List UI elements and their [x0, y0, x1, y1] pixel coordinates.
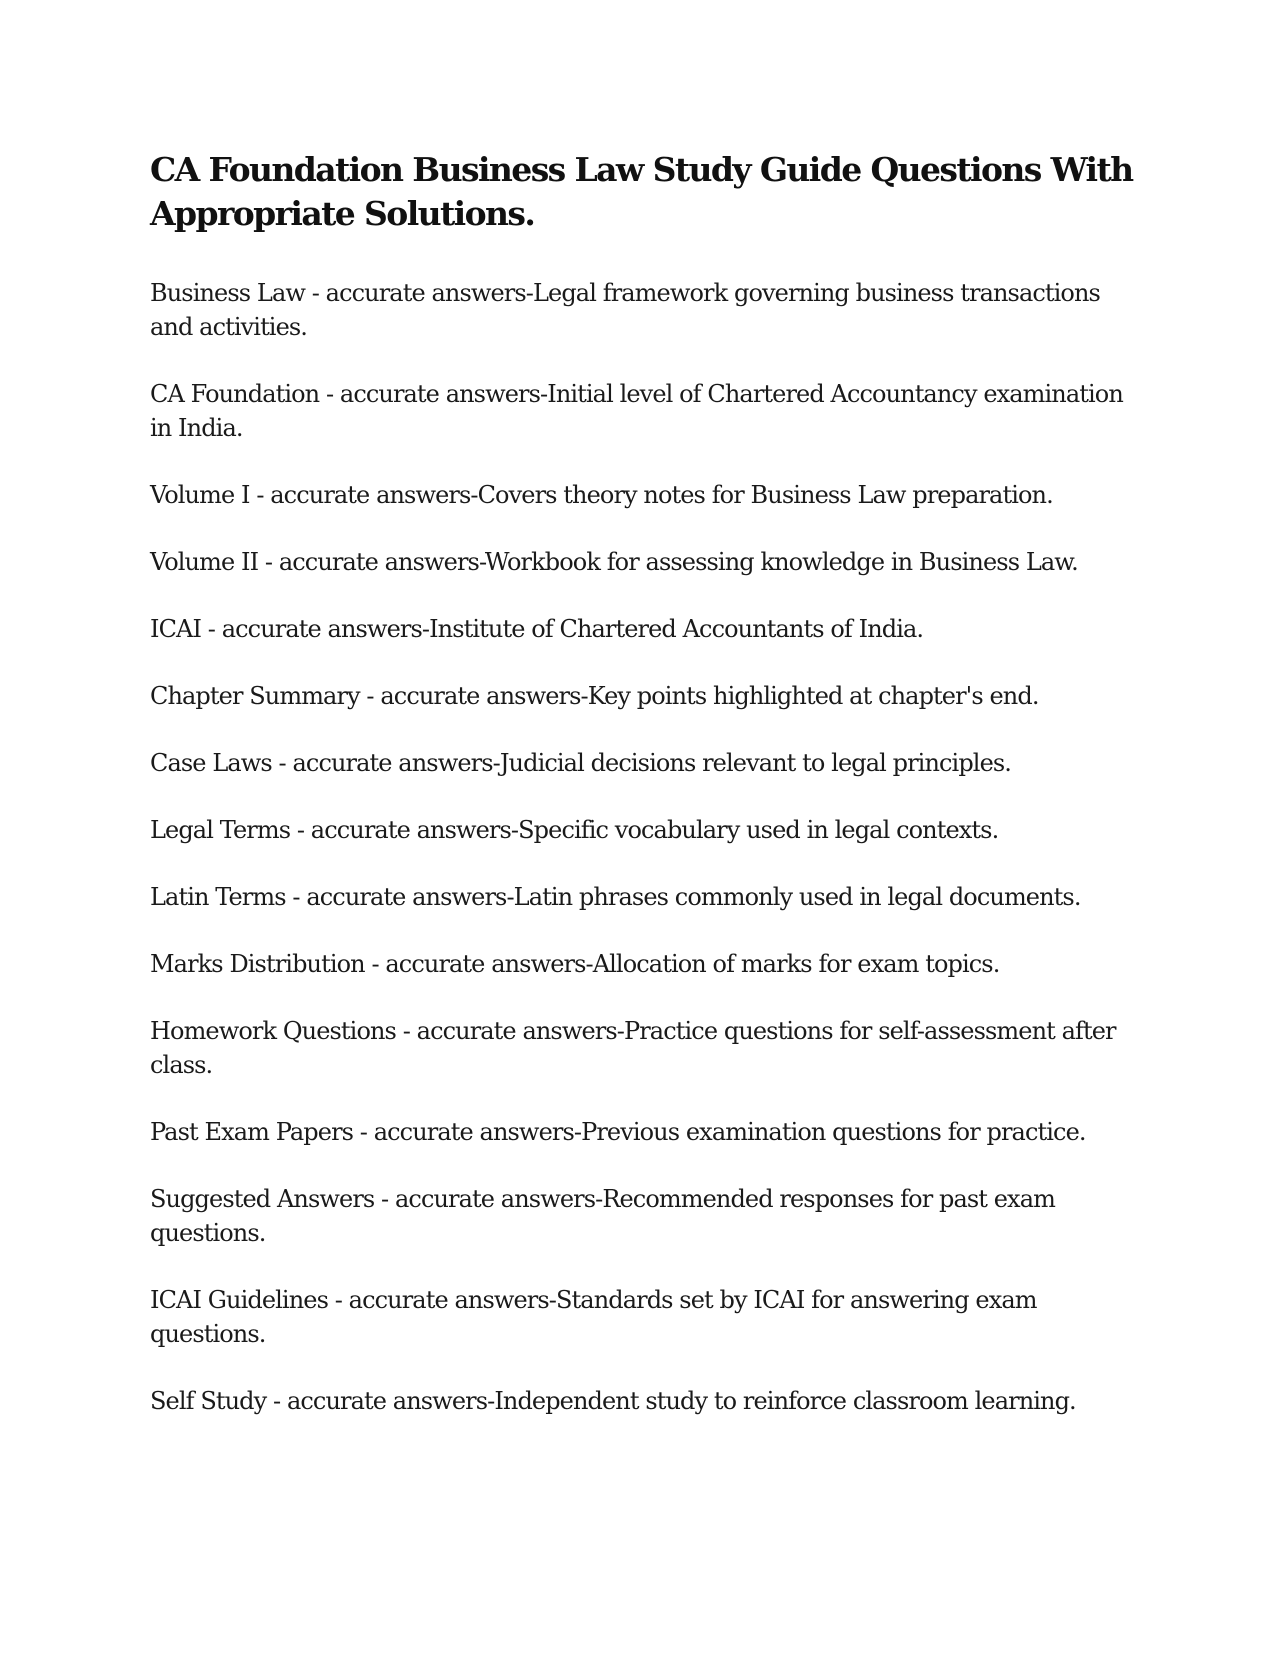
entry-term: ICAI	[150, 615, 202, 643]
entry-term: Homework Questions	[150, 1017, 396, 1045]
entry-separator: -	[353, 1118, 374, 1146]
entry-separator: -	[201, 615, 222, 643]
entry-separator: -	[395, 1017, 417, 1045]
entry-term: Volume I	[150, 481, 250, 509]
entry-answer: accurate answers-Practice questions for self-assessment after class.	[150, 1017, 1116, 1079]
entry-separator: -	[359, 682, 381, 710]
glossary-entry	[150, 1014, 1135, 1082]
entry-answer: accurate answers-Covers theory notes for Business Law preparation.	[270, 481, 1053, 509]
entry-separator: -	[285, 883, 307, 911]
glossary-entry	[150, 679, 1135, 713]
entry-answer: accurate answers-Allocation of marks for exam topics.	[385, 950, 1000, 978]
glossary-entry	[150, 1283, 1135, 1351]
entry-answer: accurate answers-Legal framework governing business transactions and activities.	[150, 279, 1100, 341]
glossary-entry	[150, 612, 1135, 646]
entry-answer: accurate answers-Specific vocabulary used in legal contexts.	[310, 816, 999, 844]
entry-separator: -	[249, 481, 271, 509]
entry-separator: -	[328, 1286, 349, 1314]
glossary-entry	[150, 1384, 1135, 1418]
entry-answer: accurate answers-Initial level of Chartered Accountancy examination in India.	[150, 380, 1123, 442]
entry-term: Business Law	[150, 279, 305, 307]
glossary-entry	[150, 880, 1135, 914]
entry-answer: accurate answers-Judicial decisions relevant to legal principles.	[292, 749, 1012, 777]
glossary-list	[150, 276, 1135, 1418]
entry-answer: accurate answers-Workbook for assessing knowledge in Business Law.	[278, 548, 1078, 576]
entry-separator: -	[364, 950, 386, 978]
entry-term: Past Exam Papers	[150, 1118, 354, 1146]
entry-answer: accurate answers-Key points highlighted at chapter's end.	[380, 682, 1039, 710]
entry-separator: -	[271, 749, 293, 777]
entry-separator: -	[258, 548, 279, 576]
entry-separator: -	[266, 1387, 287, 1415]
entry-answer: accurate answers-Standards set by ICAI for answering exam questions.	[150, 1286, 1037, 1348]
document-title: CA Foundation Business Law Study Guide Questions With Appropriate Solutions.	[150, 150, 1133, 233]
entry-term: Self Study	[150, 1387, 267, 1415]
glossary-entry	[150, 746, 1135, 780]
entry-term: CA Foundation	[150, 380, 320, 408]
entry-separator: -	[374, 1185, 395, 1213]
entry-term: Latin Terms	[150, 883, 286, 911]
entry-separator: -	[319, 380, 340, 408]
entry-term: Suggested Answers	[150, 1185, 375, 1213]
glossary-entry	[150, 1182, 1135, 1250]
entry-separator: -	[290, 816, 311, 844]
glossary-entry	[150, 377, 1135, 445]
entry-term: Volume II	[150, 548, 259, 576]
glossary-entry	[150, 1115, 1135, 1149]
glossary-entry	[150, 478, 1135, 512]
entry-answer: accurate answers-Recommended responses for past exam questions.	[150, 1185, 1055, 1247]
glossary-entry	[150, 813, 1135, 847]
glossary-entry	[150, 947, 1135, 981]
glossary-entry	[150, 545, 1135, 579]
entry-term: Chapter Summary	[150, 682, 360, 710]
document-content	[150, 148, 1135, 1451]
entry-answer: accurate answers-Independent study to reinforce classroom learning.	[286, 1387, 1076, 1415]
entry-term: ICAI Guidelines	[150, 1286, 328, 1314]
entry-answer: accurate answers-Institute of Chartered Accountants of India.	[221, 615, 924, 643]
entry-term: Marks Distribution	[150, 950, 365, 978]
entry-separator: -	[305, 279, 326, 307]
glossary-entry	[150, 276, 1135, 344]
entry-answer: accurate answers-Previous examination questions for practice.	[373, 1118, 1086, 1146]
entry-term: Case Laws	[150, 749, 272, 777]
entry-term: Legal Terms	[150, 816, 291, 844]
entry-answer: accurate answers-Latin phrases commonly used in legal documents.	[306, 883, 1081, 911]
